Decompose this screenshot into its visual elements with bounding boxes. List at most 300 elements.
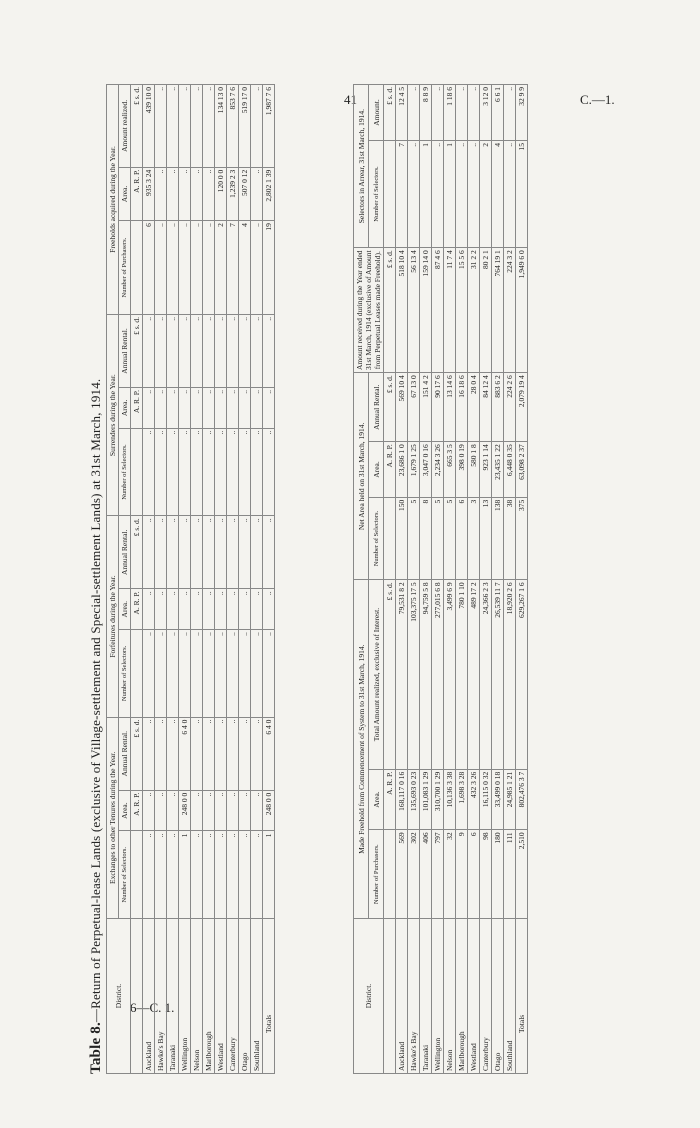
cell-fr-area: .. xyxy=(191,167,203,220)
cell-fr-amt: .. xyxy=(167,85,179,168)
cell-na-rent: 151 4 2 xyxy=(420,373,432,442)
cell-na-area: 6,448 0 35 xyxy=(504,442,516,498)
cell-fr-area: .. xyxy=(179,167,191,220)
cell-ex-area: 248 0 0 xyxy=(179,790,191,831)
table-row xyxy=(227,85,239,1074)
cell-na-sel: 3 xyxy=(468,497,480,580)
table-row xyxy=(203,85,215,1074)
cell-ex-rent: .. xyxy=(227,717,239,790)
cell-mf-pur: 111 xyxy=(504,830,516,919)
cell-na-rent: 569 10 4 xyxy=(396,373,408,442)
cell-ex-sel: .. xyxy=(155,831,167,919)
cell-mf-pur: 32 xyxy=(444,830,456,919)
table-row xyxy=(432,85,444,1074)
table-row xyxy=(179,85,191,1074)
district-name: Auckland xyxy=(143,919,155,1074)
unit-area: A. R. P. xyxy=(131,589,143,630)
cell-su-rent: .. xyxy=(167,314,179,387)
cell-su-rent: .. xyxy=(155,314,167,387)
units-row xyxy=(384,85,396,1074)
header-net-area: Net Area held on 31st March, 1914. xyxy=(354,373,369,580)
district-name: Taranaki xyxy=(167,919,179,1074)
header-surrenders: Surrenders during the Year. xyxy=(107,314,119,515)
cell-arr-amt: .. xyxy=(456,85,468,141)
cell-mf-area: 33,499 0 18 xyxy=(492,769,504,830)
district-name: Southland xyxy=(251,919,263,1074)
unit-money: £ s. d. xyxy=(131,717,143,790)
cell-mf-pur: 406 xyxy=(420,830,432,919)
cell-na-rent: 16 18 6 xyxy=(456,373,468,442)
unit-money: £ s. d. xyxy=(131,516,143,589)
header-exchanges: Exchanges to other Tenures during the Year. xyxy=(107,717,119,918)
cell-arr-amt: 8 8 9 xyxy=(420,85,432,141)
header-annual-rental: Annual Rental. xyxy=(119,516,131,589)
cell-arr-sel: 4 xyxy=(492,140,504,247)
cell-fo-area: .. xyxy=(179,589,191,630)
totals-row xyxy=(516,85,528,1074)
cell-ex-area: .. xyxy=(143,790,155,831)
cell-ex-sel: .. xyxy=(227,831,239,919)
total-ex-rent: 6 4 0 xyxy=(263,717,275,790)
district-name: Westland xyxy=(468,919,480,1074)
header-annual-rental: Annual Rental. xyxy=(369,373,384,442)
cell-ex-rent: .. xyxy=(191,717,203,790)
district-name: Canterbury xyxy=(227,919,239,1074)
cell-fr-pur: 2 xyxy=(215,221,227,315)
cell-mf-amt: 26,539 11 7 xyxy=(492,580,504,769)
cell-ex-rent: .. xyxy=(143,717,155,790)
cell-na-sel: 5 xyxy=(444,497,456,580)
cell-su-rent: .. xyxy=(179,314,191,387)
total-su-sel: .. xyxy=(263,428,275,516)
cell-arr-sel: .. xyxy=(504,140,516,247)
cell-fo-area: .. xyxy=(239,589,251,630)
cell-na-area: 923 1 14 xyxy=(480,442,492,498)
cell-fo-rent: .. xyxy=(227,516,239,589)
cell-fr-amt: .. xyxy=(191,85,203,168)
cell-fo-area: .. xyxy=(155,589,167,630)
header-made-freehold: Made Freehold from Commencement of System to 31st March, 1914. xyxy=(354,580,369,919)
cell-ar-amt: 56 13 4 xyxy=(408,248,420,373)
header-annual-rental: Annual Rental. xyxy=(119,717,131,790)
cell-su-sel: .. xyxy=(251,428,263,516)
cell-arr-sel: .. xyxy=(408,140,420,247)
cell-mf-area: 168,117 0 16 xyxy=(396,769,408,830)
cell-fr-amt: 439 10 0 xyxy=(143,85,155,168)
cell-su-sel: .. xyxy=(155,428,167,516)
cell-fr-pur: .. xyxy=(251,221,263,315)
header-area: Area. xyxy=(119,167,131,220)
cell-mf-amt: 94,759 5 8 xyxy=(420,580,432,769)
cell-su-sel: .. xyxy=(239,428,251,516)
district-name: Southland xyxy=(504,919,516,1074)
district-name: Auckland xyxy=(396,919,408,1074)
cell-su-sel: .. xyxy=(227,428,239,516)
header-area: Area. xyxy=(369,442,384,498)
cell-su-sel: .. xyxy=(191,428,203,516)
cell-arr-sel: .. xyxy=(432,140,444,247)
cell-fr-area: .. xyxy=(155,167,167,220)
cell-fr-pur: .. xyxy=(191,221,203,315)
header-area: Area. xyxy=(119,790,131,831)
cell-na-sel: 138 xyxy=(492,497,504,580)
cell-fo-rent: .. xyxy=(191,516,203,589)
cell-fr-area: 1,239 2 3 xyxy=(227,167,239,220)
cell-su-rent: .. xyxy=(215,314,227,387)
cell-na-rent: 84 12 4 xyxy=(480,373,492,442)
cell-na-area: 23,435 1 22 xyxy=(492,442,504,498)
table-row xyxy=(468,85,480,1074)
district-name: Taranaki xyxy=(420,919,432,1074)
cell-arr-amt: 6 6 1 xyxy=(492,85,504,141)
cell-fr-area: .. xyxy=(203,167,215,220)
cell-arr-sel: 1 xyxy=(420,140,432,247)
table-title xyxy=(88,74,105,1074)
cell-su-area: .. xyxy=(191,388,203,429)
cell-ex-rent: .. xyxy=(155,717,167,790)
cell-fr-area: 120 0 0 xyxy=(215,167,227,220)
cell-fr-amt: .. xyxy=(179,85,191,168)
cell-ex-area: .. xyxy=(251,790,263,831)
cell-mf-pur: 569 xyxy=(396,830,408,919)
cell-fo-rent: .. xyxy=(167,516,179,589)
cell-fo-sel: .. xyxy=(191,630,203,718)
total-fo-sel: .. xyxy=(263,630,275,718)
cell-fr-amt: .. xyxy=(251,85,263,168)
units-row xyxy=(131,85,143,1074)
totals-row xyxy=(263,85,275,1074)
cell-arr-sel: 1 xyxy=(444,140,456,247)
cell-ex-area: .. xyxy=(167,790,179,831)
cell-na-area: 580 1 8 xyxy=(468,442,480,498)
cell-fr-pur: 7 xyxy=(227,221,239,315)
district-name: Nelson xyxy=(444,919,456,1074)
cell-su-area: .. xyxy=(239,388,251,429)
cell-ex-area: .. xyxy=(215,790,227,831)
cell-arr-amt: 12 4 5 xyxy=(396,85,408,141)
unit-money: £ s. d. xyxy=(384,373,396,442)
cell-fo-sel: .. xyxy=(227,630,239,718)
cell-ex-area: .. xyxy=(227,790,239,831)
cell-arr-sel: 7 xyxy=(396,140,408,247)
district-name: Otago xyxy=(239,919,251,1074)
header-district: District. xyxy=(107,919,131,1074)
cell-na-rent: 28 0 4 xyxy=(468,373,480,442)
unit-money: £ s. d. xyxy=(131,85,143,168)
cell-arr-amt: .. xyxy=(432,85,444,141)
cell-fo-sel: .. xyxy=(143,630,155,718)
cell-ar-amt: 764 19 1 xyxy=(492,248,504,373)
cell-fr-area: .. xyxy=(167,167,179,220)
cell-su-sel: .. xyxy=(179,428,191,516)
cell-fr-area: 935 3 24 xyxy=(143,167,155,220)
page-reference: C.—1. xyxy=(580,92,615,107)
unit-area: A. R. P. xyxy=(131,388,143,429)
cell-fo-sel: .. xyxy=(155,630,167,718)
cell-fo-area: .. xyxy=(143,589,155,630)
cell-fo-rent: .. xyxy=(203,516,215,589)
cell-su-area: .. xyxy=(203,388,215,429)
cell-mf-amt: 24,366 2 3 xyxy=(480,580,492,769)
header-amount-realized: Amount realized. xyxy=(119,85,131,168)
cell-fo-rent: .. xyxy=(239,516,251,589)
total-arr-amt: 32 9 9 xyxy=(516,85,528,141)
total-na-area: 63,098 2 37 xyxy=(516,442,528,498)
cell-fr-amt: .. xyxy=(155,85,167,168)
table-row xyxy=(191,85,203,1074)
total-fr-pur: 19 xyxy=(263,221,275,315)
cell-ar-amt: 87 4 6 xyxy=(432,248,444,373)
cell-na-sel: 6 xyxy=(456,497,468,580)
header-num-selectors: Number of Selectors. xyxy=(119,630,131,718)
cell-na-rent: 13 14 6 xyxy=(444,373,456,442)
header-num-selectors: Number of Selectors. xyxy=(119,831,131,919)
unit-money: £ s. d. xyxy=(384,248,396,373)
cell-ex-sel: .. xyxy=(239,831,251,919)
cell-fr-area: .. xyxy=(251,167,263,220)
district-name: Marlborough xyxy=(456,919,468,1074)
table-row xyxy=(444,85,456,1074)
page-footer: 6—C. 1. xyxy=(130,1000,175,1015)
total-ar-amt: 1,949 6 0 xyxy=(516,248,528,373)
rotated-table-page xyxy=(88,74,648,1074)
cell-mf-pur: 9 xyxy=(456,830,468,919)
header-num-selectors: Number of Selectors. xyxy=(369,497,384,580)
cell-fo-rent: .. xyxy=(251,516,263,589)
cell-na-rent: 67 13 0 xyxy=(408,373,420,442)
cell-ex-rent: .. xyxy=(215,717,227,790)
cell-ex-sel: 1 xyxy=(179,831,191,919)
district-name: Marlborough xyxy=(203,919,215,1074)
cell-na-sel: 150 xyxy=(396,497,408,580)
cell-fo-sel: .. xyxy=(215,630,227,718)
cell-fr-amt: .. xyxy=(203,85,215,168)
cell-mf-amt: 780 1 10 xyxy=(456,580,468,769)
cell-ex-rent: .. xyxy=(167,717,179,790)
cell-mf-area: 432 3 26 xyxy=(468,769,480,830)
cell-su-rent: .. xyxy=(251,314,263,387)
cell-mf-pur: 6 xyxy=(468,830,480,919)
header-area: Area. xyxy=(369,769,384,830)
cell-su-sel: .. xyxy=(215,428,227,516)
cell-na-sel: 8 xyxy=(420,497,432,580)
table-row xyxy=(251,85,263,1074)
unit-area: A. R. P. xyxy=(384,769,396,830)
cell-fr-pur: 6 xyxy=(143,221,155,315)
cell-fr-amt: 853 7 6 xyxy=(227,85,239,168)
cell-ex-sel: .. xyxy=(191,831,203,919)
cell-mf-amt: 103,375 17 5 xyxy=(408,580,420,769)
cell-ex-area: .. xyxy=(191,790,203,831)
cell-na-area: 1,679 1 25 xyxy=(408,442,420,498)
unit-money: £ s. d. xyxy=(384,85,396,141)
total-na-rent: 2,079 19 4 xyxy=(516,373,528,442)
header-district: District. xyxy=(354,919,384,1074)
cell-su-rent: .. xyxy=(227,314,239,387)
total-fr-area: 2,802 1 39 xyxy=(263,167,275,220)
unit-area: A. R. P. xyxy=(384,442,396,498)
district-name: Wellington xyxy=(432,919,444,1074)
cell-fr-pur: .. xyxy=(155,221,167,315)
cell-fr-pur: .. xyxy=(179,221,191,315)
header-num-purchasers: Number of Purchasers. xyxy=(369,830,384,919)
cell-fo-area: .. xyxy=(227,589,239,630)
cell-ar-amt: 80 2 1 xyxy=(480,248,492,373)
total-mf-pur: 2,510 xyxy=(516,830,528,919)
header-num-selectors: Number of Selectors. xyxy=(119,428,131,516)
district-name: Westland xyxy=(215,919,227,1074)
header-amount-received: Amount received during the Year ended 31st March, 1914 (exclusive of Amount from Perpetual Leases made Freehold). xyxy=(354,248,384,373)
cell-fo-area: .. xyxy=(251,589,263,630)
cell-na-sel: 13 xyxy=(480,497,492,580)
cell-fr-pur: 4 xyxy=(239,221,251,315)
cell-su-area: .. xyxy=(155,388,167,429)
cell-arr-amt: .. xyxy=(468,85,480,141)
unit-money: £ s. d. xyxy=(131,314,143,387)
cell-mf-amt: 18,920 2 6 xyxy=(504,580,516,769)
cell-ar-amt: 31 2 2 xyxy=(468,248,480,373)
table-caption: —Return of Perpetual-lease Lands (exclusive of Village-settlement and Special-settlement Lands) at 31st March, 1914. xyxy=(88,378,103,1023)
table-row xyxy=(480,85,492,1074)
cell-fr-pur: .. xyxy=(203,221,215,315)
total-arr-sel: 15 xyxy=(516,140,528,247)
header-freeholds: Freeholds acquired during the Year. xyxy=(107,85,119,315)
cell-mf-area: 135,693 0 23 xyxy=(408,769,420,830)
cell-su-area: .. xyxy=(179,388,191,429)
table-lower xyxy=(353,84,528,1074)
cell-fo-area: .. xyxy=(215,589,227,630)
cell-mf-area: 101,083 1 29 xyxy=(420,769,432,830)
cell-su-area: .. xyxy=(251,388,263,429)
cell-fo-rent: .. xyxy=(155,516,167,589)
header-area: Area. xyxy=(119,589,131,630)
unit-area: A. R. P. xyxy=(131,167,143,220)
district-name: Canterbury xyxy=(480,919,492,1074)
cell-fo-rent: .. xyxy=(179,516,191,589)
cell-mf-area: 16,115 0 32 xyxy=(480,769,492,830)
table-number: Table 8. xyxy=(88,1022,104,1074)
cell-ex-area: .. xyxy=(239,790,251,831)
cell-ex-area: .. xyxy=(155,790,167,831)
cell-ex-area: .. xyxy=(203,790,215,831)
cell-arr-amt: .. xyxy=(408,85,420,141)
table-row xyxy=(143,85,155,1074)
cell-ar-amt: 518 10 4 xyxy=(396,248,408,373)
table-row xyxy=(420,85,432,1074)
table-row xyxy=(239,85,251,1074)
total-mf-area: 802,476 3 7 xyxy=(516,769,528,830)
header-num-purchasers: Number of Purchasers. xyxy=(119,221,131,315)
district-name: Nelson xyxy=(191,919,203,1074)
cell-mf-pur: 180 xyxy=(492,830,504,919)
cell-mf-area: 10,136 3 38 xyxy=(444,769,456,830)
header-total-amount: Total Amount realized, exclusive of Interest. xyxy=(369,580,384,769)
cell-mf-pur: 98 xyxy=(480,830,492,919)
total-su-area: .. xyxy=(263,388,275,429)
district-name: Otago xyxy=(492,919,504,1074)
cell-ex-sel: .. xyxy=(251,831,263,919)
total-mf-amt: 629,267 1 6 xyxy=(516,580,528,769)
table-row xyxy=(504,85,516,1074)
table-row xyxy=(215,85,227,1074)
table-row xyxy=(408,85,420,1074)
cell-fr-amt: 519 17 0 xyxy=(239,85,251,168)
cell-ex-sel: .. xyxy=(143,831,155,919)
cell-mf-area: 1,698 3 28 xyxy=(456,769,468,830)
cell-su-area: .. xyxy=(227,388,239,429)
table-row xyxy=(456,85,468,1074)
totals-label: Totals xyxy=(263,919,275,1074)
cell-mf-amt: 79,531 8 2 xyxy=(396,580,408,769)
table-row xyxy=(167,85,179,1074)
total-fo-rent: .. xyxy=(263,516,275,589)
cell-fo-sel: .. xyxy=(167,630,179,718)
cell-fo-rent: .. xyxy=(143,516,155,589)
cell-arr-amt: 1 18 6 xyxy=(444,85,456,141)
cell-ex-rent: .. xyxy=(239,717,251,790)
cell-ex-rent: 6 4 0 xyxy=(179,717,191,790)
cell-fo-sel: .. xyxy=(251,630,263,718)
cell-na-area: 665 3 5 xyxy=(444,442,456,498)
cell-fr-amt: 134 13 0 xyxy=(215,85,227,168)
district-name: Wellington xyxy=(179,919,191,1074)
cell-na-rent: 883 6 2 xyxy=(492,373,504,442)
header-forfeitures: Forfeitures during the Year. xyxy=(107,516,119,717)
cell-arr-sel: 2 xyxy=(480,140,492,247)
total-fr-amt: 1,987 7 6 xyxy=(263,85,275,168)
cell-arr-amt: 3 12 0 xyxy=(480,85,492,141)
cell-na-rent: 90 17 6 xyxy=(432,373,444,442)
cell-ar-amt: 11 7 4 xyxy=(444,248,456,373)
cell-fo-area: .. xyxy=(203,589,215,630)
cell-ar-amt: 159 14 0 xyxy=(420,248,432,373)
table-upper xyxy=(106,84,275,1074)
cell-arr-sel: .. xyxy=(456,140,468,247)
cell-na-area: 2,234 3 26 xyxy=(432,442,444,498)
cell-mf-area: 24,985 1 21 xyxy=(504,769,516,830)
header-area: Area. xyxy=(119,388,131,429)
cell-ex-rent: .. xyxy=(203,717,215,790)
cell-na-sel: 5 xyxy=(408,497,420,580)
cell-su-area: .. xyxy=(167,388,179,429)
header-amount: Amount. xyxy=(369,85,384,141)
cell-mf-amt: 277,015 6 8 xyxy=(432,580,444,769)
total-su-rent: .. xyxy=(263,314,275,387)
cell-mf-amt: 489 17 2 xyxy=(468,580,480,769)
cell-ex-sel: .. xyxy=(203,831,215,919)
totals-label: Totals xyxy=(516,919,528,1074)
cell-ex-rent: .. xyxy=(251,717,263,790)
cell-fo-sel: .. xyxy=(203,630,215,718)
table-row xyxy=(155,85,167,1074)
district-name: Hawke's Bay xyxy=(155,919,167,1074)
cell-fr-area: 507 0 12 xyxy=(239,167,251,220)
cell-fo-rent: .. xyxy=(215,516,227,589)
cell-su-rent: .. xyxy=(239,314,251,387)
cell-na-area: 398 0 19 xyxy=(456,442,468,498)
cell-su-area: .. xyxy=(215,388,227,429)
cell-na-rent: 224 2 6 xyxy=(504,373,516,442)
total-na-sel: 375 xyxy=(516,497,528,580)
cell-su-sel: .. xyxy=(203,428,215,516)
cell-fo-area: .. xyxy=(167,589,179,630)
cell-fr-pur: .. xyxy=(167,221,179,315)
cell-na-sel: 5 xyxy=(432,497,444,580)
cell-su-sel: .. xyxy=(167,428,179,516)
district-name: Hawke's Bay xyxy=(408,919,420,1074)
cell-su-rent: .. xyxy=(143,314,155,387)
total-fo-area: .. xyxy=(263,589,275,630)
